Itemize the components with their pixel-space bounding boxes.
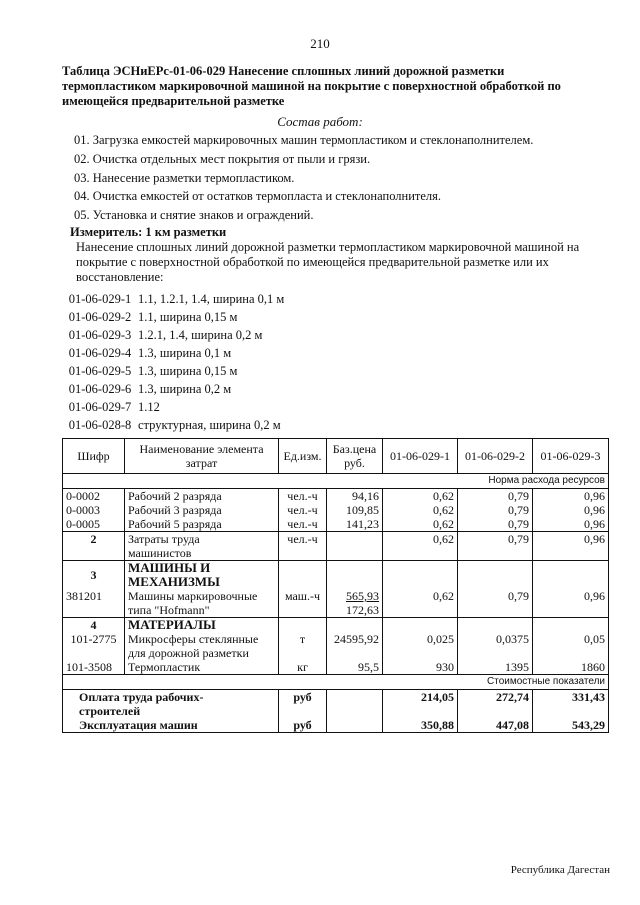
cell-v3: 331,43	[533, 690, 609, 719]
cost-label-row	[63, 675, 609, 690]
title-line: термопластиком маркировочной машиной на покрытие с поверхностной обработкой по	[62, 79, 561, 93]
cell-v3: 0,96	[533, 489, 609, 504]
code-text: 1.3, ширина 0,1 м	[138, 346, 232, 360]
cell-code: 0-0005	[63, 517, 125, 532]
header-name: Наименование элемента затрат	[125, 439, 279, 474]
section-row	[63, 618, 609, 661]
cell-v2: 0,79	[458, 589, 533, 618]
cell-v3: 0,96	[533, 503, 609, 517]
cell-name	[125, 589, 279, 618]
cell-v1: 0,62	[383, 589, 458, 618]
code-item	[62, 400, 160, 415]
cell-unit: т	[279, 618, 327, 661]
table-row	[63, 532, 609, 561]
cell-name-line: Машины маркировочные	[128, 589, 258, 603]
section-row	[63, 561, 609, 590]
cell-v1: 0,62	[383, 532, 458, 561]
table-row	[63, 660, 609, 675]
cell-name-line: строителей	[79, 704, 141, 718]
header-code: Шифр	[63, 439, 125, 474]
work-item: 05. Установка и снятие знаков и ограждений.	[74, 208, 314, 222]
footer-region: Республика Дагестан	[510, 864, 610, 876]
cell-name-line: типа "Hofmann"	[128, 603, 210, 617]
cell-code: 2	[63, 532, 125, 561]
cell-v1: 930	[383, 660, 458, 675]
cell-unit: чел.-ч	[279, 517, 327, 532]
cell-name: Термопластик	[125, 660, 279, 675]
code-text: 1.2.1, 1.4, ширина 0,2 м	[138, 328, 263, 342]
cell-name	[125, 618, 279, 661]
code-text: 1.12	[138, 400, 160, 414]
code-id: 01-06-029-5	[68, 364, 132, 378]
cell-price	[327, 589, 383, 618]
code-text: 1.1, 1.2.1, 1.4, ширина 0,1 м	[138, 292, 285, 306]
cell-v2: 0,79	[458, 532, 533, 561]
header-price: Баз.цена руб.	[327, 439, 383, 474]
cell-v3: 0,96	[533, 517, 609, 532]
code-item	[62, 328, 262, 343]
code-item	[62, 346, 231, 361]
work-item: 04. Очистка емкостей от остатков термопласта и стеклонаполнителя.	[74, 189, 442, 203]
cell-v3: 543,29	[533, 718, 609, 733]
header-variant-1: 01-06-029-1	[383, 439, 458, 474]
cell-unit: чел.-ч	[279, 532, 327, 561]
code-id: 01-06-029-7	[68, 400, 132, 414]
code-id: 01-06-029-1	[68, 292, 132, 306]
section-title: МАТЕРИАЛЫ	[128, 617, 216, 632]
cell-v2: 1395	[458, 660, 533, 675]
description	[76, 240, 579, 285]
table-row	[63, 503, 609, 517]
cell-v3: 1860	[533, 660, 609, 675]
cell-price: 95,5	[327, 660, 383, 675]
cell-v2: 447,08	[458, 718, 533, 733]
table-row	[63, 589, 609, 618]
cell-v1: 350,88	[383, 718, 458, 733]
header-unit: Ед.изм.	[279, 439, 327, 474]
description-line: Нанесение сплошных линий дорожной разметки термопластиком маркировочной машиной на	[76, 240, 580, 254]
section-title-line: МАШИНЫ И	[128, 560, 211, 575]
cell-name	[125, 532, 279, 561]
cell-v1: 0,62	[383, 517, 458, 532]
description-line: восстановление:	[76, 270, 164, 284]
cell-code: 381201	[63, 589, 125, 618]
cell-name-line: машинистов	[128, 546, 192, 560]
code-id: 01-06-029-4	[68, 346, 132, 360]
header-variant-2: 01-06-029-2	[458, 439, 533, 474]
section-title	[125, 561, 279, 590]
cell-v2: 272,74	[458, 690, 533, 719]
code-id: 01-06-029-2	[68, 310, 132, 324]
cell-unit: чел.-ч	[279, 503, 327, 517]
cell-v2: 0,79	[458, 503, 533, 517]
cell-name: Рабочий 3 разряда	[125, 503, 279, 517]
cell-price: 24595,92	[327, 618, 383, 661]
header-variant-3: 01-06-029-3	[533, 439, 609, 474]
resource-table	[62, 438, 609, 733]
cell-v1: 0,62	[383, 503, 458, 517]
cell-v2: 0,79	[458, 517, 533, 532]
title-line: имеющейся предварительной разметке	[62, 94, 285, 108]
section-code: 4	[90, 618, 97, 632]
code-id: 01-06-028-8	[68, 418, 132, 432]
code-text: структурная, ширина 0,2 м	[138, 418, 281, 432]
cell-v1: 0,025	[383, 618, 458, 661]
cell-price: 109,85	[327, 503, 383, 517]
cell-v3: 0,96	[533, 532, 609, 561]
description-line: покрытие с поверхностной обработкой по имеющейся предварительной разметке или их	[76, 255, 549, 269]
cell-code: 0-0002	[63, 489, 125, 504]
title-line: Таблица ЭСНиЕРс-01-06-029 Нанесение сплошных линий дорожной разметки	[62, 64, 505, 78]
table-row	[63, 718, 609, 733]
code-text: 1.3, ширина 0,15 м	[138, 364, 238, 378]
cell-v3: 0,96	[533, 589, 609, 618]
cell-v2: 0,79	[458, 489, 533, 504]
cell-name-line: Затраты труда	[128, 532, 200, 546]
code-id: 01-06-029-3	[68, 328, 132, 342]
cell-name	[63, 690, 279, 719]
cell-name: Рабочий 2 разряда	[125, 489, 279, 504]
norm-label: Норма расхода ресурсов	[383, 474, 609, 489]
cell-price: 94,16	[327, 489, 383, 504]
price-bottom: 172,63	[346, 603, 379, 617]
cell-name: Эксплуатация машин	[63, 718, 279, 733]
cell-unit: руб	[279, 690, 327, 719]
table-row	[63, 690, 609, 719]
cell-code: 3	[63, 561, 125, 590]
cell-unit: кг	[279, 660, 327, 675]
cell-code: 0-0003	[63, 503, 125, 517]
norm-label-row	[63, 474, 609, 489]
price-top: 565,93	[346, 589, 379, 603]
code-item	[62, 292, 284, 307]
code-text: 1.1, ширина 0,15 м	[138, 310, 238, 324]
cell-unit: руб	[279, 718, 327, 733]
page-number: 210	[310, 36, 330, 51]
code-id: 01-06-029-6	[68, 382, 132, 396]
cell-v3: 0,05	[533, 618, 609, 661]
cell-name: Рабочий 5 разряда	[125, 517, 279, 532]
cell-v2: 0,0375	[458, 618, 533, 661]
cell-price: 141,23	[327, 517, 383, 532]
code-item	[62, 418, 281, 433]
measure-unit: Измеритель: 1 км разметки	[70, 225, 227, 239]
cell-v1: 0,62	[383, 489, 458, 504]
table-row	[63, 489, 609, 504]
code-item	[62, 364, 237, 379]
work-item: 03. Нанесение разметки термопластиком.	[74, 171, 295, 185]
cost-label: Стоимостные показатели	[383, 675, 609, 690]
cell-name-line: Микросферы стеклянные	[128, 632, 259, 646]
table-header-row	[63, 439, 609, 474]
cell-v1: 214,05	[383, 690, 458, 719]
code-text: 1.3, ширина 0,2 м	[138, 382, 232, 396]
table-row	[63, 517, 609, 532]
cell-unit: маш.-ч	[279, 589, 327, 618]
cell-unit: чел.-ч	[279, 489, 327, 504]
cell-code	[63, 618, 125, 661]
work-item: 01. Загрузка емкостей маркировочных машин термопластиком и стеклонаполнителем.	[74, 133, 534, 147]
work-item: 02. Очистка отдельных мест покрытия от пыли и грязи.	[74, 152, 371, 166]
composition-heading: Состав работ:	[277, 114, 363, 129]
cell-name-line: для дорожной разметки	[128, 646, 249, 660]
cell-code-material: 101-2775	[70, 632, 117, 646]
code-item	[62, 310, 237, 325]
cell-name-line: Оплата труда рабочих-	[79, 690, 204, 704]
section-title-line: МЕХАНИЗМЫ	[128, 574, 220, 589]
table-title	[62, 64, 602, 109]
code-item	[62, 382, 231, 397]
cell-code: 101-3508	[63, 660, 125, 675]
